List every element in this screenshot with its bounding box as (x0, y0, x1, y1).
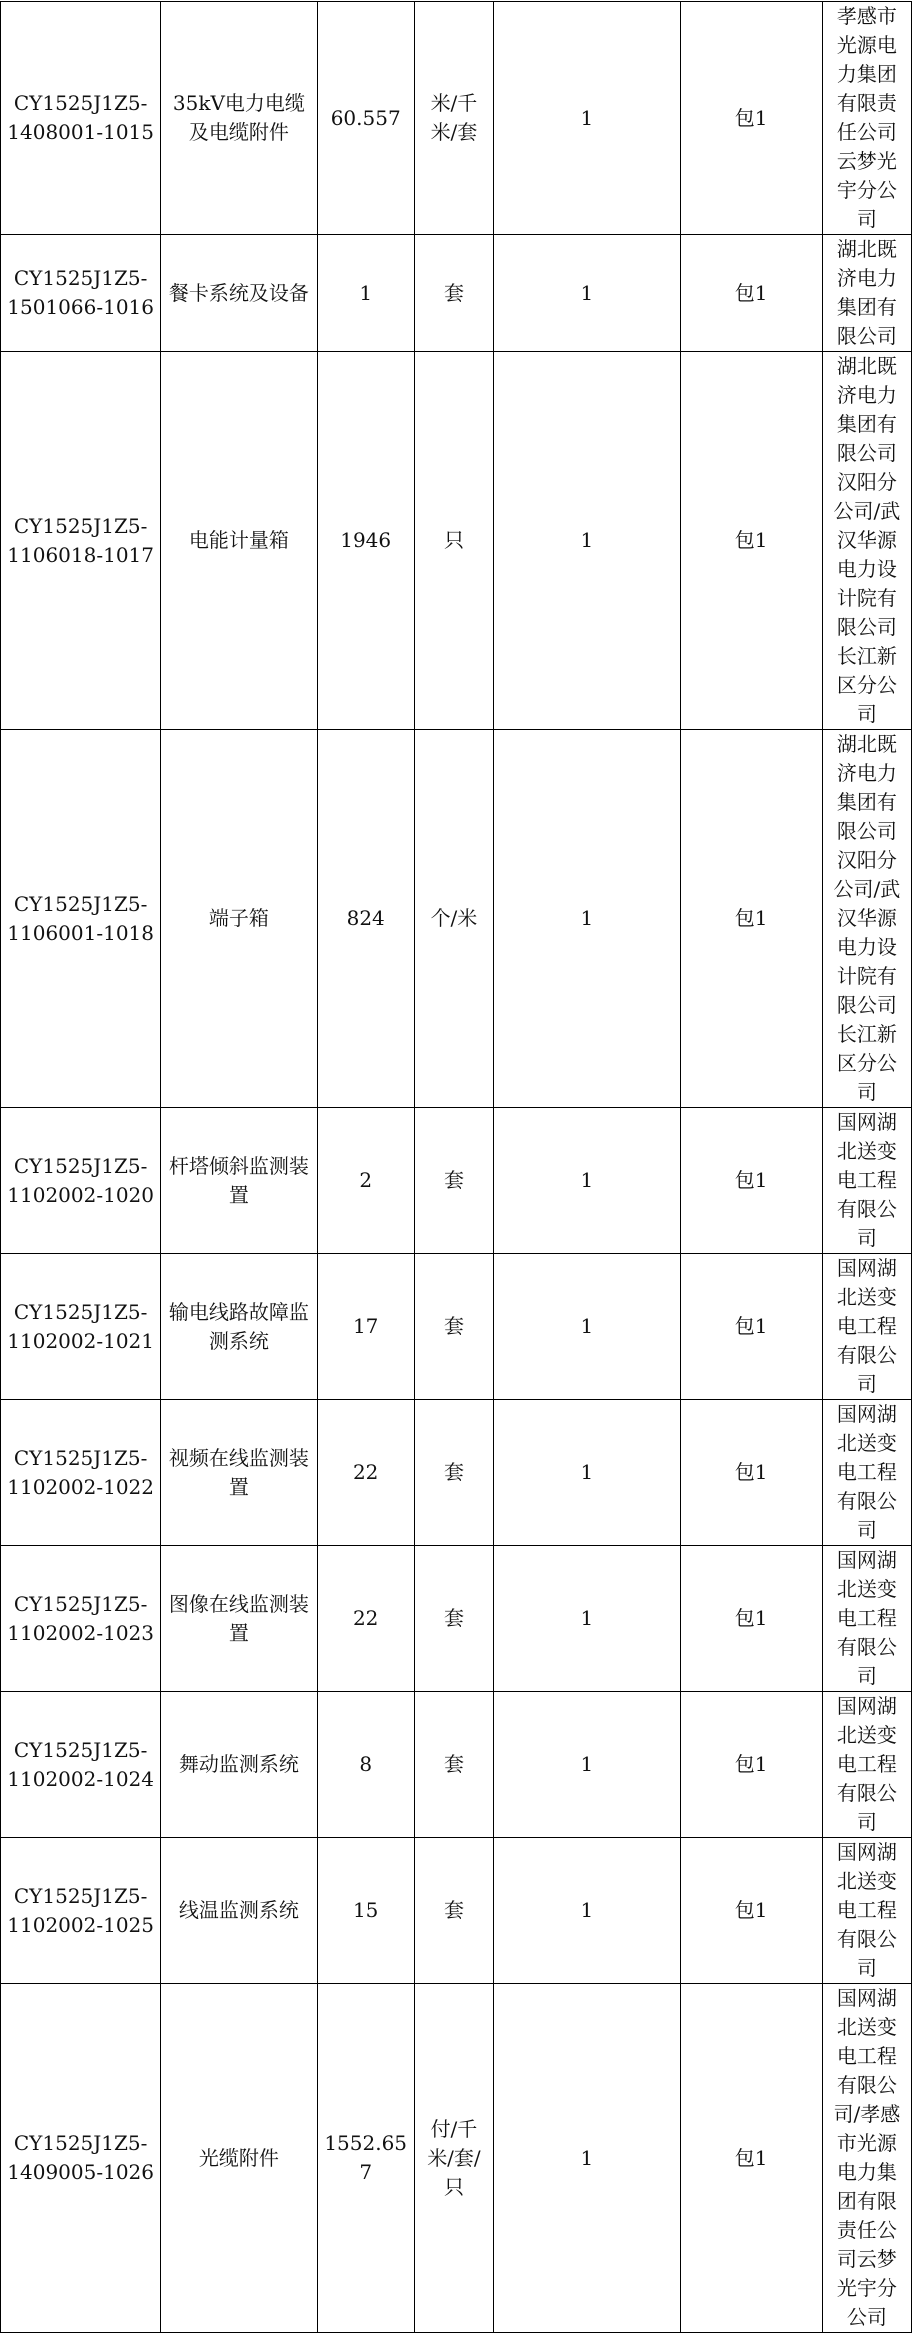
item-code-suffix: 1409005-1026 (7, 2160, 154, 2184)
package-cell: 包1 (680, 1838, 822, 1984)
supplier-cell: 国网湖北送变电工程有限公司 (822, 1546, 911, 1692)
count-cell: 1 (494, 1692, 681, 1838)
table-row (1, 1254, 912, 1400)
unit-cell: 套 (414, 1838, 493, 1984)
table-row (1, 1400, 912, 1546)
supplier-cell: 湖北既济电力集团有限公司 (822, 235, 911, 352)
item-code-cell (1, 352, 161, 730)
unit-cell: 套 (414, 1546, 493, 1692)
item-name-cell: 杆塔倾斜监测装置 (161, 1108, 317, 1254)
table-body (1, 2, 912, 2333)
item-code-prefix: CY1525J1Z5- (13, 1591, 148, 1616)
supplier-cell: 国网湖北送变电工程有限公司 (822, 1108, 911, 1254)
item-code-suffix: 1106001-1018 (7, 920, 154, 945)
supplier-cell: 国网湖北送变电工程有限公司 (822, 1692, 911, 1838)
count-cell: 1 (494, 1254, 681, 1400)
item-code-suffix: 1102002-1020 (7, 1182, 154, 1207)
item-code-prefix: CY1525J1Z5- (13, 513, 148, 538)
item-code-suffix: 1106018-1017 (7, 542, 154, 567)
unit-cell: 个/米 (414, 730, 493, 1108)
item-code-cell (1, 1692, 161, 1838)
quantity-cell: 22 (317, 1546, 414, 1692)
item-code-prefix: CY1525J1Z5- (13, 1299, 148, 1324)
item-code-cell (1, 1984, 161, 2333)
supplier-cell: 国网湖北送变电工程有限公司 (822, 1838, 911, 1984)
package-cell: 包1 (680, 1400, 822, 1546)
item-code-prefix: CY1525J1Z5- (13, 1883, 148, 1908)
quantity-cell: 8 (317, 1692, 414, 1838)
quantity-cell: 1 (317, 235, 414, 352)
unit-cell: 套 (414, 1254, 493, 1400)
package-cell: 包1 (680, 1108, 822, 1254)
item-name-cell: 餐卡系统及设备 (161, 235, 317, 352)
supplier-cell: 国网湖北送变电工程有限公司/孝感市光源电力集团有限责任公司云梦光宇分公司 (822, 1984, 911, 2333)
supplier-cell: 湖北既济电力集团有限公司汉阳分公司/武汉华源电力设计院有限公司长江新区分公司 (822, 352, 911, 730)
item-name-cell: 电能计量箱 (161, 352, 317, 730)
item-name-cell: 35kV电力电缆及电缆附件 (161, 2, 317, 235)
item-code-cell (1, 1400, 161, 1546)
quantity-cell: 15 (317, 1838, 414, 1984)
item-code-cell (1, 1546, 161, 1692)
item-name-cell: 视频在线监测装置 (161, 1400, 317, 1546)
package-cell: 包1 (680, 2, 822, 235)
unit-cell: 只 (414, 352, 493, 730)
supplier-cell: 国网湖北送变电工程有限公司 (822, 1400, 911, 1546)
item-code-suffix: 1501066-1016 (7, 295, 154, 319)
package-cell: 包1 (680, 1546, 822, 1692)
item-code-suffix: 1408001-1015 (7, 120, 154, 144)
item-name-cell: 舞动监测系统 (161, 1692, 317, 1838)
item-code-prefix: CY1525J1Z5- (13, 91, 148, 115)
table-row (1, 1838, 912, 1984)
item-name-cell: 线温监测系统 (161, 1838, 317, 1984)
package-cell: 包1 (680, 235, 822, 352)
table-row (1, 352, 912, 730)
unit-cell: 套 (414, 1400, 493, 1546)
unit-cell: 套 (414, 1108, 493, 1254)
item-name-cell: 端子箱 (161, 730, 317, 1108)
item-code-prefix: CY1525J1Z5- (13, 1153, 148, 1178)
count-cell: 1 (494, 2, 681, 235)
item-name-cell: 图像在线监测装置 (161, 1546, 317, 1692)
item-code-suffix: 1102002-1021 (7, 1328, 154, 1353)
item-code-suffix: 1102002-1025 (7, 1912, 154, 1937)
unit-cell: 付/千米/套/只 (414, 1984, 493, 2333)
table-row (1, 2, 912, 235)
table-row (1, 1692, 912, 1838)
package-cell: 包1 (680, 730, 822, 1108)
item-code-cell (1, 1108, 161, 1254)
item-code-suffix: 1102002-1022 (7, 1474, 154, 1499)
item-code-cell (1, 2, 161, 235)
count-cell: 1 (494, 1838, 681, 1984)
quantity-cell: 2 (317, 1108, 414, 1254)
table-row (1, 730, 912, 1108)
unit-cell: 套 (414, 1692, 493, 1838)
count-cell: 1 (494, 352, 681, 730)
table-row (1, 1546, 912, 1692)
package-cell: 包1 (680, 1254, 822, 1400)
supplier-cell: 国网湖北送变电工程有限公司 (822, 1254, 911, 1400)
package-cell: 包1 (680, 1984, 822, 2333)
procurement-table (0, 1, 912, 2333)
supplier-cell: 孝感市光源电力集团有限责任公司云梦光宇分公司 (822, 2, 911, 235)
item-code-suffix: 1102002-1024 (7, 1766, 154, 1791)
item-code-prefix: CY1525J1Z5- (13, 891, 148, 916)
item-code-prefix: CY1525J1Z5- (13, 266, 148, 290)
table-row (1, 235, 912, 352)
item-code-cell (1, 1254, 161, 1400)
item-code-cell (1, 1838, 161, 1984)
count-cell: 1 (494, 1400, 681, 1546)
quantity-cell: 1552.657 (317, 1984, 414, 2333)
unit-cell: 米/千米/套 (414, 2, 493, 235)
count-cell: 1 (494, 1546, 681, 1692)
count-cell: 1 (494, 1984, 681, 2333)
table-row (1, 1984, 912, 2333)
item-code-prefix: CY1525J1Z5- (13, 1737, 148, 1762)
count-cell: 1 (494, 235, 681, 352)
quantity-cell: 824 (317, 730, 414, 1108)
quantity-cell: 1946 (317, 352, 414, 730)
item-name-cell: 光缆附件 (161, 1984, 317, 2333)
item-name-cell: 输电线路故障监测系统 (161, 1254, 317, 1400)
table-row (1, 1108, 912, 1254)
item-code-suffix: 1102002-1023 (7, 1620, 154, 1645)
count-cell: 1 (494, 1108, 681, 1254)
item-code-cell (1, 235, 161, 352)
item-code-prefix: CY1525J1Z5- (13, 2131, 148, 2155)
quantity-cell: 60.557 (317, 2, 414, 235)
quantity-cell: 17 (317, 1254, 414, 1400)
item-code-prefix: CY1525J1Z5- (13, 1445, 148, 1470)
unit-cell: 套 (414, 235, 493, 352)
package-cell: 包1 (680, 352, 822, 730)
item-code-cell (1, 730, 161, 1108)
package-cell: 包1 (680, 1692, 822, 1838)
quantity-cell: 22 (317, 1400, 414, 1546)
supplier-cell: 湖北既济电力集团有限公司汉阳分公司/武汉华源电力设计院有限公司长江新区分公司 (822, 730, 911, 1108)
count-cell: 1 (494, 730, 681, 1108)
